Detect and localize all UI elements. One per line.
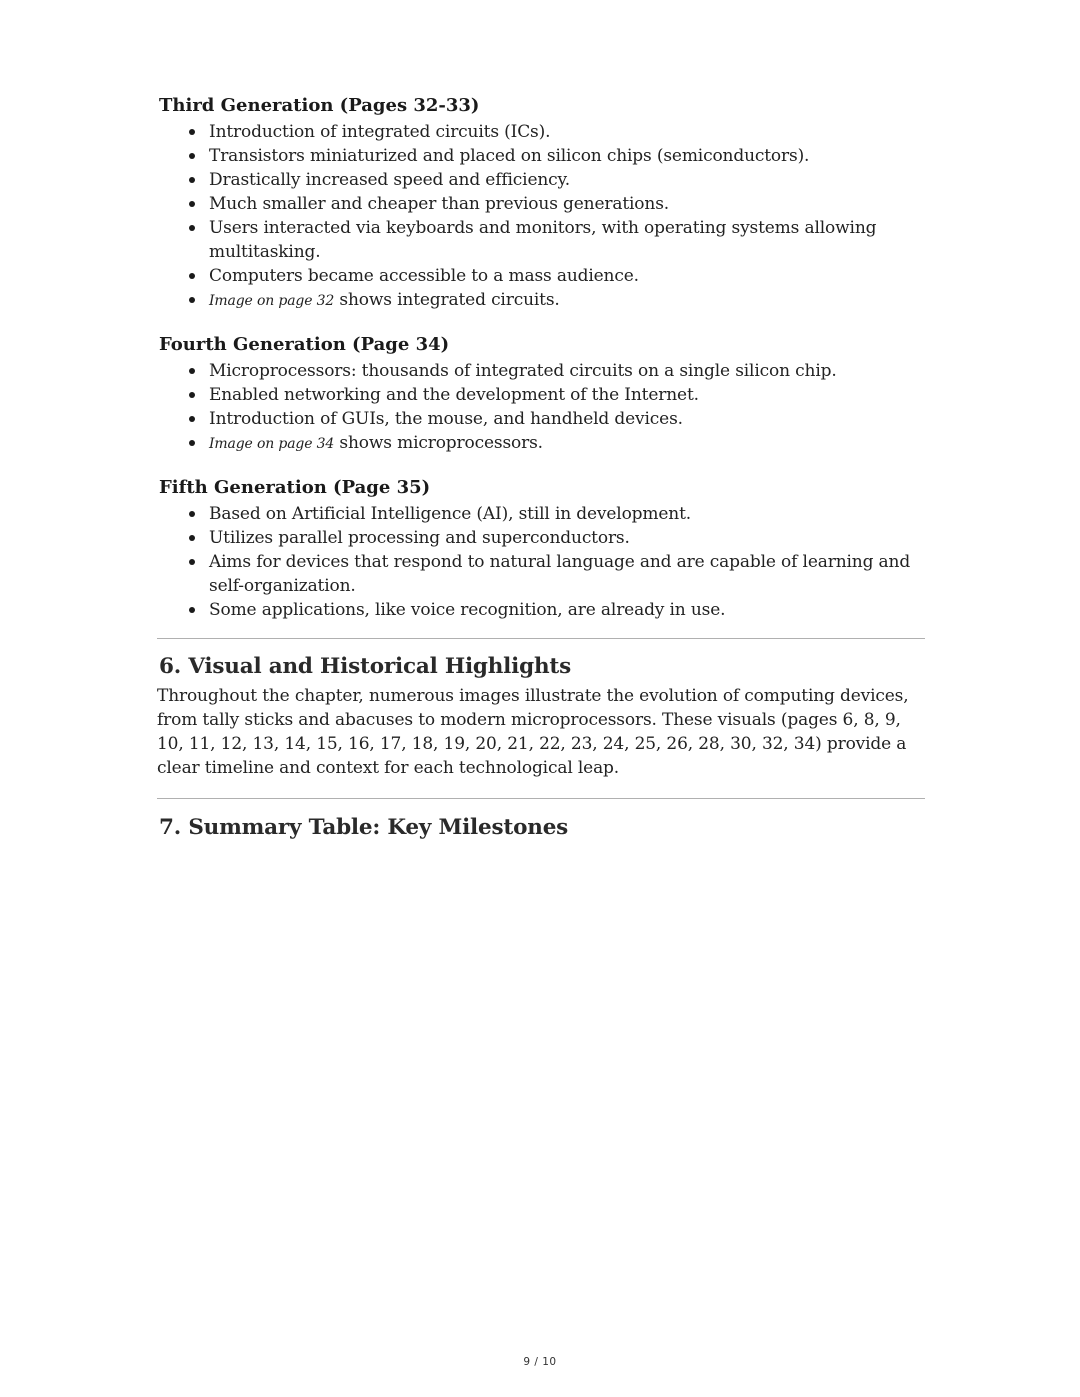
section-6-heading: 6. Visual and Historical Highlights: [159, 654, 572, 679]
section-7-heading: 7. Summary Table: Key Milestones: [159, 815, 569, 840]
list-item: Transistors miniaturized and placed on silicon chips (semiconductors).: [209, 144, 925, 168]
page-content: [157, 94, 925, 845]
list-item: Much smaller and cheaper than previous generations.: [209, 192, 925, 216]
section-6-paragraph: Throughout the chapter, numerous images illustrate the evolution of computing devices, from tally sticks and abacuses to modern microprocessors. These visuals (pages 6, 8, 9, 10, 11, 12, 13, 14, 15, 16, 17, 18, 19, 20, 21, 22, 23, 24, 25, 26, 28, 30, 32, 34) provide a clear timeline and context for each technological leap.: [157, 686, 909, 778]
fifth-generation-list: [157, 502, 925, 622]
image-reference: Image on page 32: [209, 293, 335, 309]
image-description: shows microprocessors.: [334, 433, 543, 453]
list-item: Aims for devices that respond to natural language and are capable of learning and self-organization.: [209, 550, 925, 598]
list-item: Microprocessors: thousands of integrated circuits on a single silicon chip.: [209, 359, 925, 383]
list-item: Introduction of GUIs, the mouse, and handheld devices.: [209, 407, 925, 431]
list-item: Enabled networking and the development of the Internet.: [209, 383, 925, 407]
image-reference: Image on page 34: [209, 436, 335, 452]
third-generation-heading: Third Generation (Pages 32-33): [159, 95, 480, 116]
fourth-generation-list: [157, 359, 925, 456]
list-item: Utilizes parallel processing and superconductors.: [209, 526, 925, 550]
list-item: Computers became accessible to a mass audience.: [209, 264, 925, 288]
list-item-image-reference: [209, 431, 925, 456]
third-generation-list: [157, 120, 925, 313]
list-item: Drastically increased speed and efficiency.: [209, 168, 925, 192]
list-item-image-reference: [209, 288, 925, 313]
list-item: Users interacted via keyboards and monitors, with operating systems allowing multitasking.: [209, 216, 925, 264]
list-item: Introduction of integrated circuits (ICs).: [209, 120, 925, 144]
section-divider: [157, 638, 925, 639]
page-number: 9 / 10: [523, 1356, 557, 1368]
fifth-generation-heading: Fifth Generation (Page 35): [159, 477, 431, 498]
list-item: Some applications, like voice recognition, are already in use.: [209, 598, 925, 622]
image-description: shows integrated circuits.: [334, 290, 560, 310]
section-divider: [157, 798, 925, 799]
fourth-generation-heading: Fourth Generation (Page 34): [159, 334, 450, 355]
list-item: Based on Artificial Intelligence (AI), still in development.: [209, 502, 925, 526]
